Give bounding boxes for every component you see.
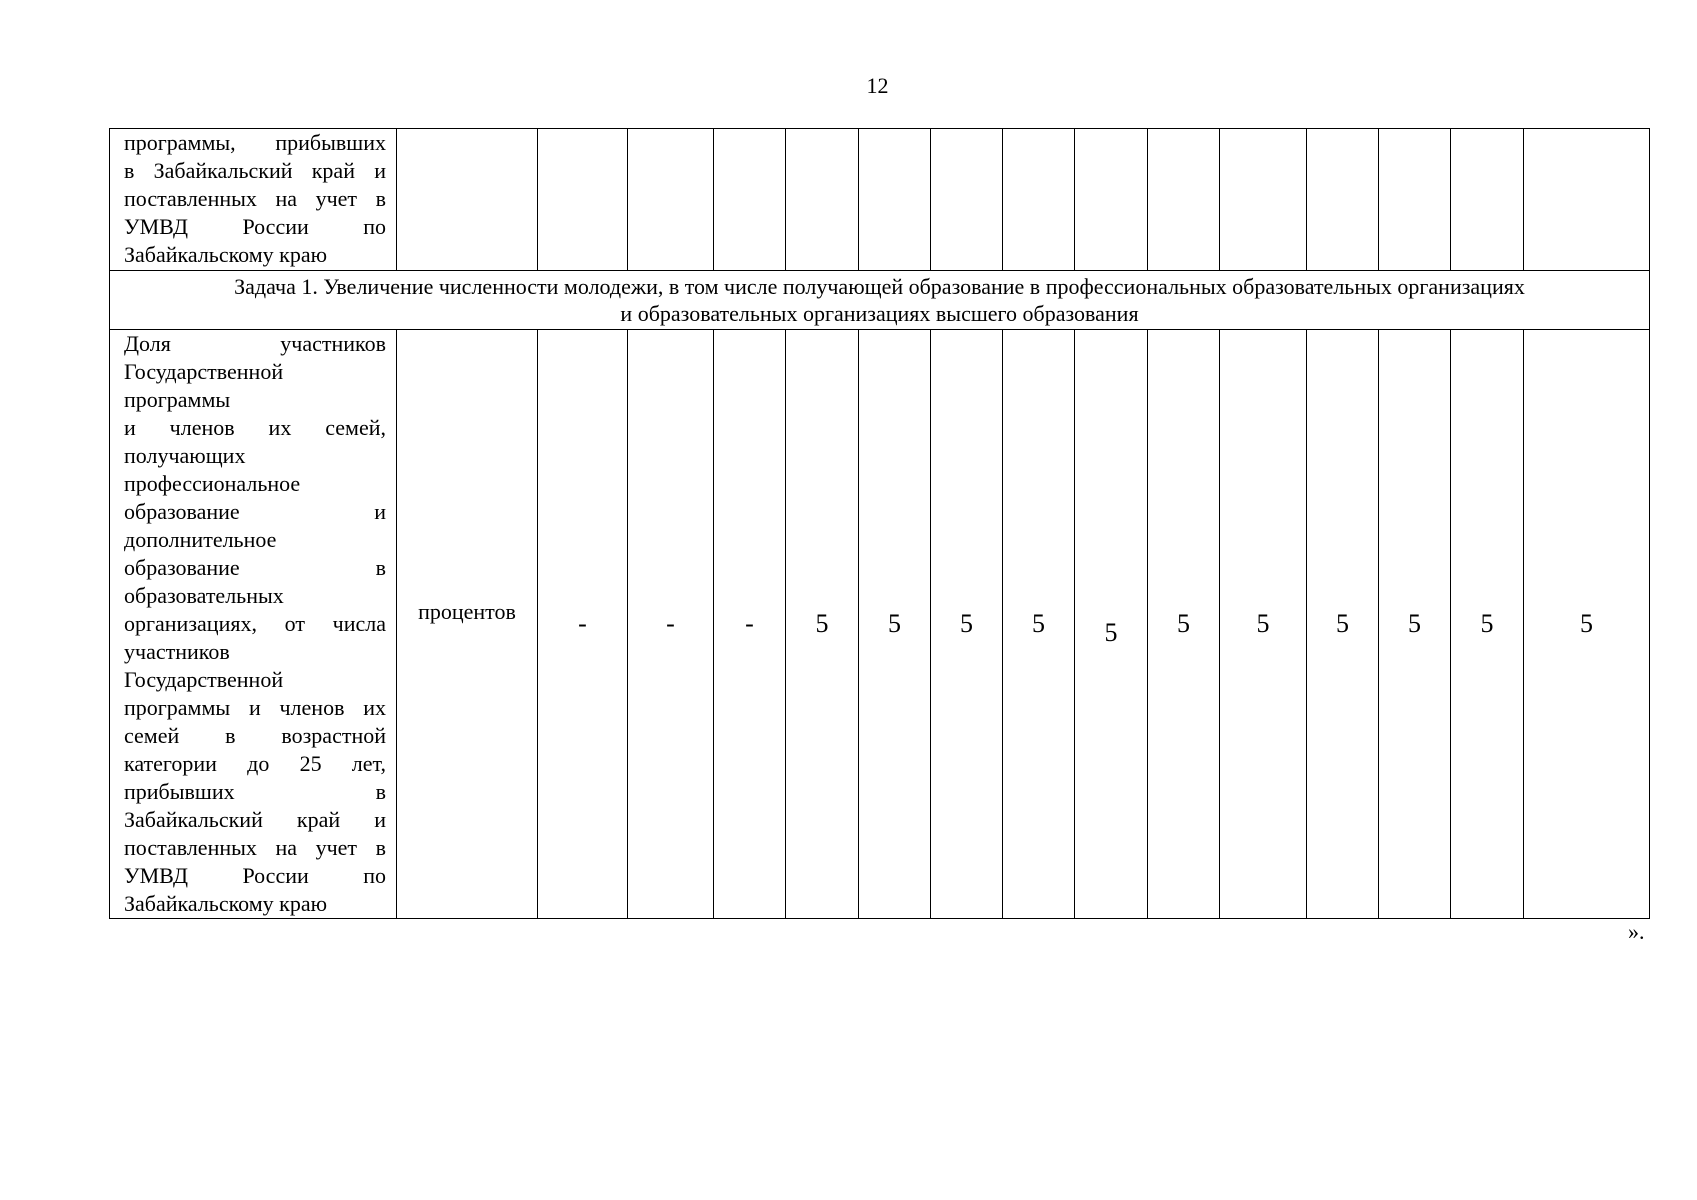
desc-line: поставленных на учет в [124,835,386,860]
desc-line: профессиональное [124,471,301,496]
desc-line: Государственной [124,359,284,384]
page-number: 12 [866,73,889,98]
desc-line: УМВД России по [124,863,386,888]
empty-cell [397,129,538,271]
desc-line: категории до 25 лет, [124,751,386,776]
empty-cell [628,129,714,271]
empty-cell [1379,129,1451,271]
desc-line: Забайкальскому краю [124,242,328,267]
empty-cell [1075,129,1148,271]
empty-cell [1524,129,1650,271]
desc-line: программы и членов их [124,695,386,720]
empty-cell [1451,129,1524,271]
desc-line: Государственной [124,667,284,692]
empty-cell [714,129,786,271]
value-cell: 5 [1220,330,1307,919]
value-cell: 5 [1148,330,1220,919]
desc-line: поставленных на учет в [124,186,386,211]
value-cell: 5 [1003,330,1075,919]
desc-line: прибывших в [124,779,386,804]
value-cell: 5 [1524,330,1650,919]
top-description-cell [110,129,397,271]
value-cell: - [538,330,628,919]
desc-line: участников [124,639,230,664]
desc-line: образование и [124,499,386,524]
value-cell: 5 [1307,330,1379,919]
desc-line: Забайкальскому краю [124,891,328,916]
desc-line: получающих [124,443,246,468]
desc-line: дополнительное [124,527,277,552]
desc-line: и членов их семей, [124,415,386,440]
task-heading-line-2: и образовательных организациях высшего образования [620,301,1139,326]
value-cell: 5 [1379,330,1451,919]
indicators-table [109,128,1650,919]
empty-cell [931,129,1003,271]
task-row [110,271,1650,330]
task-heading [110,271,1650,330]
unit-cell: процентов [397,330,538,919]
empty-cell [1220,129,1307,271]
empty-cell [1148,129,1220,271]
empty-cell [859,129,931,271]
desc-line: Доля участников [124,331,386,356]
value-cell: 5 [931,330,1003,919]
desc-line: Забайкальский край и [124,807,386,832]
desc-line: программы, прибывших [124,130,386,155]
desc-line: в Забайкальский край и [124,158,386,183]
table-row-top [110,129,1650,271]
value-cell: - [714,330,786,919]
desc-line: УМВД России по [124,214,386,239]
empty-cell [786,129,859,271]
value-cell: 5 [859,330,931,919]
value-cell: 5 [1451,330,1524,919]
indicator-row [110,330,1650,919]
desc-line: организациях, от числа [124,611,386,636]
indicator-description-cell [110,330,397,919]
desc-line: образование в [124,555,386,580]
empty-cell [1003,129,1075,271]
closing-quote: ». [1628,919,1645,944]
desc-line: семей в возрастной [124,723,386,748]
value-cell: - [628,330,714,919]
empty-cell [1307,129,1379,271]
desc-line: программы [124,387,231,412]
value-cell: 5 [1075,330,1148,919]
desc-line: образовательных [124,583,284,608]
value-cell: 5 [786,330,859,919]
task-heading-line-1: Задача 1. Увеличение численности молодежи, в том числе получающей образование в профессиональных образовательных организациях [234,274,1525,299]
empty-cell [538,129,628,271]
